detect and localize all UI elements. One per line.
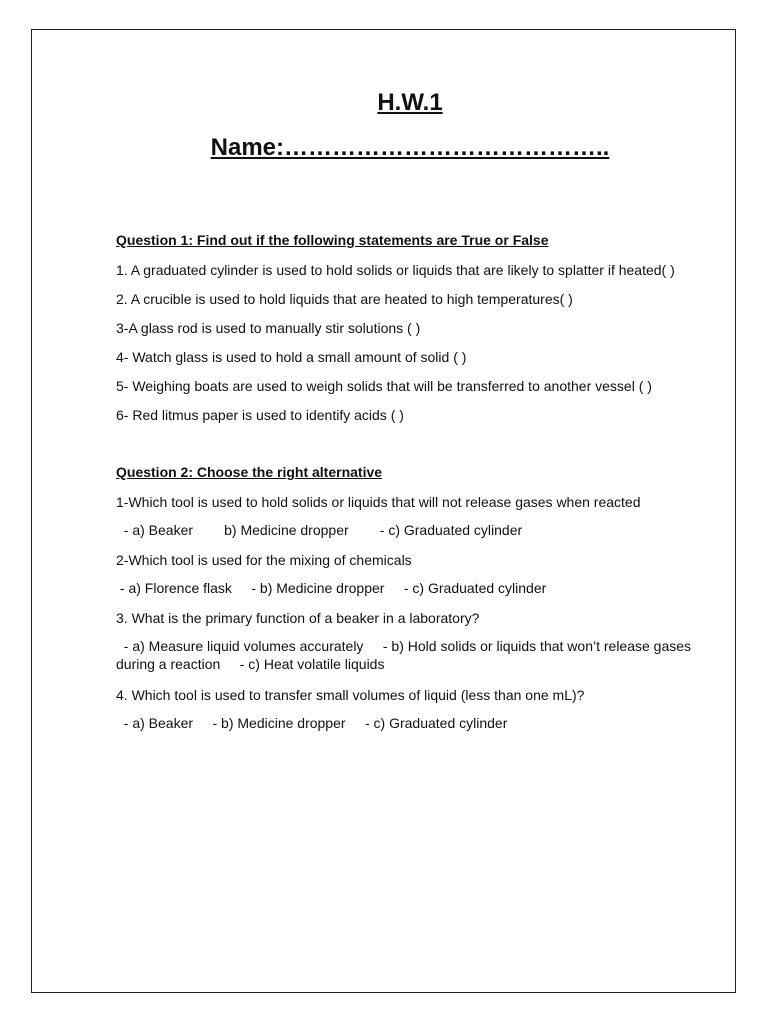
q1-statement-5: 5- Weighing boats are used to weigh solids that will be transferred to another vessel ( ) (116, 378, 652, 394)
homework-title: H.W.1 (377, 89, 443, 116)
q2-options-1: - a) Beaker b) Medicine dropper - c) Graduated cylinder (116, 522, 523, 538)
page-border (31, 29, 736, 993)
question-1-heading: Question 1: Find out if the following statements are True or False (116, 232, 549, 248)
q2-question-3: 3. What is the primary function of a beaker in a laboratory? (116, 610, 480, 626)
q2-question-4: 4. Which tool is used to transfer small volumes of liquid (less than one mL)? (116, 687, 585, 703)
q1-statement-4: 4- Watch glass is used to hold a small amount of solid ( ) (116, 349, 467, 365)
q2-options-4: - a) Beaker - b) Medicine dropper - c) Graduated cylinder (116, 715, 508, 731)
q2-question-1: 1-Which tool is used to hold solids or liquids that will not release gases when reacted (116, 494, 641, 510)
q1-statement-2: 2. A crucible is used to hold liquids that are heated to high temperatures( ) (116, 291, 573, 307)
question-2-heading: Question 2: Choose the right alternative (116, 464, 383, 480)
q1-statement-3: 3-A glass rod is used to manually stir solutions ( ) (116, 320, 421, 336)
q2-options-3: - a) Measure liquid volumes accurately - b) Hold solids or liquids that won’t release gases during a reaction - c) Heat volatile liquids (116, 638, 695, 672)
q1-statement-6: 6- Red litmus paper is used to identify acids ( ) (116, 407, 404, 423)
name-line: Name:………………………………….. (210, 134, 610, 161)
q2-options-2: - a) Florence flask - b) Medicine dropper - c) Graduated cylinder (116, 580, 547, 596)
q1-statement-1: 1. A graduated cylinder is used to hold solids or liquids that are likely to splatter if heated( ) (116, 262, 675, 278)
q2-question-2: 2-Which tool is used for the mixing of chemicals (116, 552, 412, 568)
